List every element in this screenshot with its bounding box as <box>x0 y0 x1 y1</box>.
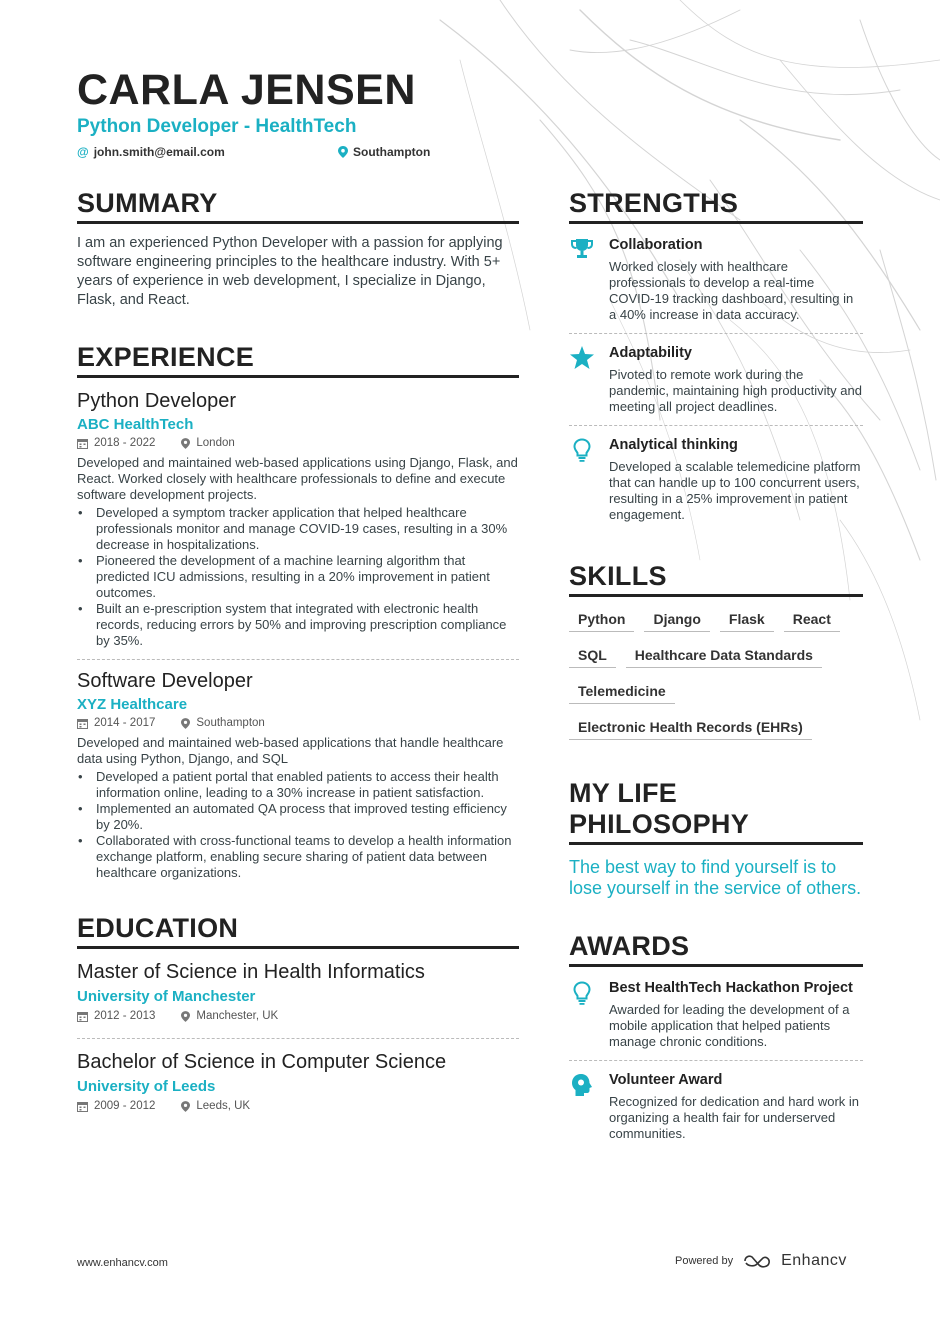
job-bullet: • Developed a symptom tracker application that helped healthcare professionals monitor and manage COVID-19 cases, resulting in a 30% decrease in hospitalizations. <box>77 505 519 553</box>
calendar-icon <box>77 1101 88 1112</box>
skill-tag: Healthcare Data Standards <box>626 647 822 668</box>
skill-tag: Telemedicine <box>569 683 675 704</box>
education-entry <box>77 961 519 1039</box>
location-pin-icon <box>181 1101 190 1112</box>
location-pin-icon <box>181 718 190 729</box>
left-column <box>77 188 519 1140</box>
job-entry <box>77 670 519 891</box>
footer-branding <box>675 1252 847 1270</box>
education-section <box>77 913 519 1128</box>
job-description: Developed and maintained web-based applications using Django, Flask, and React. Worked closely with healthcare professionals to define and execute software development projects. <box>77 455 518 502</box>
job-entry <box>77 390 519 660</box>
education-meta <box>77 1100 519 1112</box>
education-dates: 2012 - 2013 <box>94 1010 156 1022</box>
lightbulb-icon <box>573 981 591 1005</box>
job-dates: 2014 - 2017 <box>94 717 156 729</box>
award-description: Recognized for dedication and hard work in organizing a health fair for underserved communities. <box>609 1094 860 1141</box>
job-bullet: • Implemented an automated QA process that improved testing efficiency by 20%. <box>77 801 519 833</box>
skill-tag: Django <box>644 611 709 632</box>
strength-item <box>569 436 863 533</box>
summary-heading: SUMMARY <box>77 188 519 224</box>
summary-text: I am an experienced Python Developer with a passion for applying software engineering principles to the healthcare industry. With 5+ years of experience in web development, I specialize in Django, Flask, and React. <box>77 235 503 308</box>
strength-description: Worked closely with healthcare professionals to develop a real-time COVID-19 tracking dashboard, resulting in a 40% increase in data accuracy. <box>609 259 854 322</box>
powered-by-text: Powered by <box>675 1255 734 1267</box>
skill-tag: React <box>784 611 840 632</box>
skill-tag: Python <box>569 611 634 632</box>
job-description: Developed and maintained web-based applications that handle healthcare data using Python, Django, and SQL <box>77 735 504 766</box>
strength-item <box>569 344 863 426</box>
philosophy-text: The best way to find yourself is to lose yourself in the service of others. <box>569 857 862 898</box>
job-company: ABC HealthTech <box>77 416 194 433</box>
strength-description: Developed a scalable telemedicine platform that can handle up to 100 concurrent users, resulting in a 25% improvement in patient engagement. <box>609 459 861 522</box>
award-title: Volunteer Award <box>609 1072 723 1088</box>
education-heading: EDUCATION <box>77 913 519 949</box>
summary-section <box>77 188 519 310</box>
awards-section <box>569 931 863 1152</box>
skills-section <box>569 561 863 740</box>
strength-title: Adaptability <box>609 345 692 361</box>
strength-title: Collaboration <box>609 237 703 253</box>
strength-description: Pivoted to remote work during the pandemic, maintaining high productivity and meeting all project deadlines. <box>609 367 862 414</box>
candidate-title: Python Developer - HealthTech <box>77 116 357 137</box>
at-icon: @ <box>77 145 89 159</box>
brand-name: Enhancv <box>781 1252 847 1269</box>
right-column <box>569 188 863 1162</box>
award-item <box>569 979 863 1061</box>
skill-tag: Electronic Health Records (EHRs) <box>569 719 812 740</box>
location-pin-icon <box>181 1011 190 1022</box>
location-pin-icon <box>338 146 348 158</box>
trophy-icon <box>570 238 594 260</box>
experience-heading: EXPERIENCE <box>77 342 519 378</box>
enhancv-logo-icon <box>743 1253 775 1269</box>
job-bullets <box>77 769 519 881</box>
education-location: Manchester, UK <box>196 1010 279 1022</box>
education-location: Leeds, UK <box>196 1100 251 1112</box>
award-item <box>569 1071 863 1152</box>
education-entry <box>77 1051 519 1128</box>
awards-heading: AWARDS <box>569 931 863 967</box>
school-name: University of Leeds <box>77 1078 216 1095</box>
skill-tag: Flask <box>720 611 774 632</box>
calendar-icon <box>77 718 88 729</box>
school-name: University of Manchester <box>77 988 256 1005</box>
award-title: Best HealthTech Hackathon Project <box>609 980 853 996</box>
enhancv-logo[interactable] <box>743 1252 847 1270</box>
job-title: Python Developer <box>77 390 236 412</box>
job-meta <box>77 717 519 729</box>
job-bullet: • Collaborated with cross-functional teams to develop a health information exchange platform, enabling secure sharing of patient data between healthcare organizations. <box>77 833 519 881</box>
skills-heading: SKILLS <box>569 561 863 597</box>
email-text: john.smith@email.com <box>93 145 225 159</box>
location-text: Southampton <box>353 145 431 159</box>
contact-email[interactable] <box>77 145 225 159</box>
job-location: London <box>196 437 235 449</box>
experience-section <box>77 342 519 891</box>
footer-website[interactable]: www.enhancv.com <box>77 1257 168 1269</box>
philosophy-section <box>569 778 863 899</box>
education-meta <box>77 1010 519 1022</box>
calendar-icon <box>77 1011 88 1022</box>
job-company: XYZ Healthcare <box>77 696 188 713</box>
degree-title: Bachelor of Science in Computer Science <box>77 1051 447 1073</box>
job-location: Southampton <box>196 717 265 729</box>
education-dates: 2009 - 2012 <box>94 1100 156 1112</box>
job-bullet: • Pioneered the development of a machine learning algorithm that predicted ICU admissions, resulting in a 20% improvement in patient outcomes. <box>77 553 519 601</box>
strengths-heading: STRENGTHS <box>569 188 863 224</box>
job-bullet: • Developed a patient portal that enabled patients to access their health information online, leading to a 30% increase in patient satisfaction. <box>77 769 519 801</box>
strength-item <box>569 236 863 334</box>
job-meta <box>77 437 519 449</box>
calendar-icon <box>77 438 88 449</box>
star-icon <box>570 346 594 369</box>
contact-location <box>338 145 430 159</box>
award-description: Awarded for leading the development of a mobile application that helped patients manage chronic conditions. <box>609 1002 850 1049</box>
job-title: Software Developer <box>77 670 253 692</box>
degree-title: Master of Science in Health Informatics <box>77 961 425 983</box>
strength-title: Analytical thinking <box>609 437 738 453</box>
skill-tag: SQL <box>569 647 616 668</box>
skills-list <box>569 611 863 740</box>
strengths-section <box>569 188 863 533</box>
head-icon <box>571 1073 593 1097</box>
job-bullets <box>77 505 519 649</box>
candidate-name: CARLA JENSEN <box>77 66 416 114</box>
philosophy-heading: MY LIFE PHILOSOPHY <box>569 778 863 845</box>
job-dates: 2018 - 2022 <box>94 437 156 449</box>
location-pin-icon <box>181 438 190 449</box>
lightbulb-icon <box>573 438 591 462</box>
job-bullet: • Built an e-prescription system that integrated with electronic health records, reducing errors by 50% and improving prescription compliance by 35%. <box>77 601 519 649</box>
